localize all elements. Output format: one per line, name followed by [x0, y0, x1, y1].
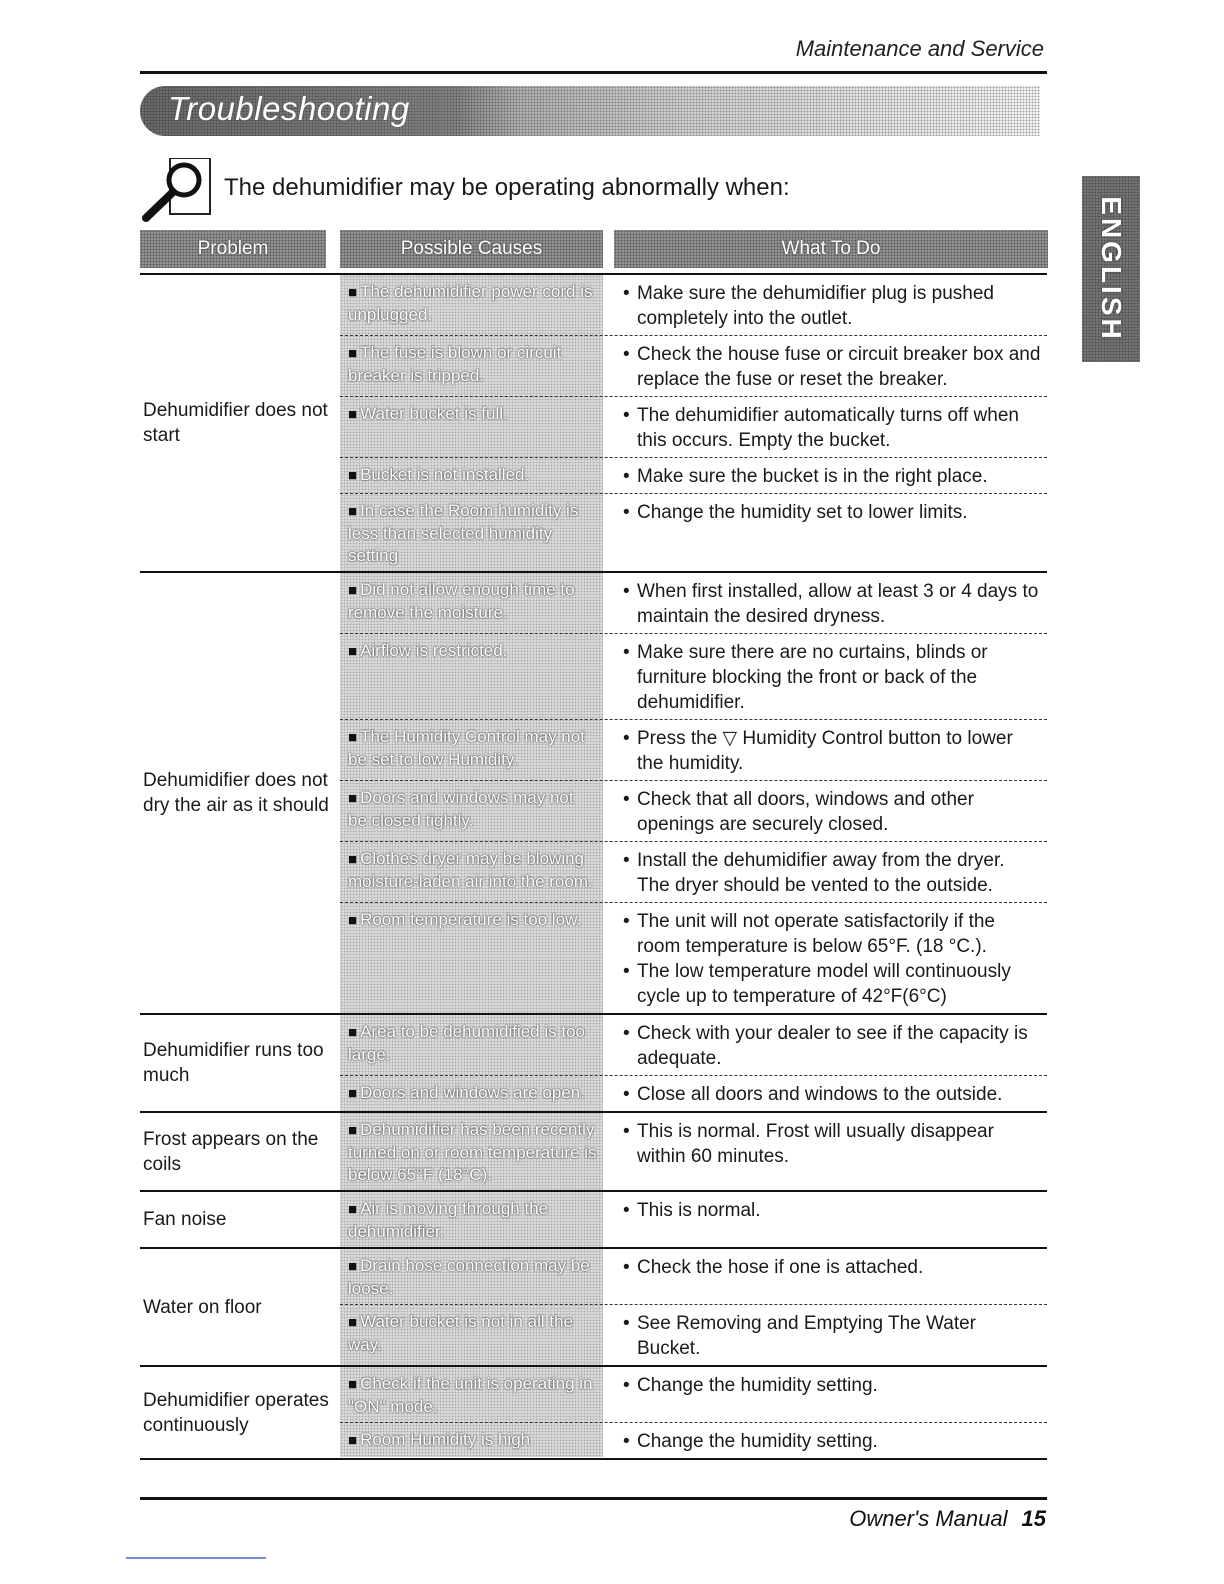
- troubleshooting-table: [140, 275, 1047, 1460]
- page-footer: [849, 1506, 1046, 1532]
- square-bullet-icon: ■: [348, 503, 358, 520]
- square-bullet-icon: ■: [348, 1024, 358, 1041]
- what-to-do: [603, 336, 1047, 396]
- square-bullet-icon: ■: [348, 729, 358, 746]
- square-bullet-icon: ■: [348, 1201, 358, 1218]
- table-row: [340, 336, 1047, 397]
- square-bullet-icon: ■: [348, 582, 358, 599]
- problem-group: [140, 1249, 1047, 1367]
- what-to-do: [603, 1076, 1047, 1111]
- top-rule: [140, 71, 1047, 74]
- what-to-do: [603, 1113, 1047, 1190]
- cause-text: Dehumidifier has been recently turned on or room temperature is below 65°F (18°C).: [348, 1120, 597, 1184]
- possible-cause: [340, 1423, 603, 1458]
- square-bullet-icon: ■: [348, 1432, 358, 1449]
- possible-cause: [340, 1015, 603, 1075]
- remedy-item: • Install the dehumidifier away from the dryer. The dryer should be vented to the outside.: [637, 848, 1041, 898]
- what-to-do: [603, 397, 1047, 457]
- table-row: [340, 458, 1047, 494]
- cause-text: Did not allow enough time to remove the moisture.: [348, 580, 575, 622]
- remedy-item: • The unit will not operate satisfactorily if the room temperature is below 65°F. (18 °C.).: [637, 909, 1041, 959]
- what-to-do: [603, 1249, 1047, 1304]
- remedy-item: • Change the humidity setting.: [637, 1373, 1041, 1398]
- table-row: [340, 634, 1047, 720]
- problem-text: Dehumidifier operates continuously: [143, 1389, 329, 1436]
- cause-text: Area to be dehumidified is too large.: [348, 1022, 585, 1064]
- cause-text: Air is moving through the dehumidifier.: [348, 1199, 549, 1241]
- page-number: 15: [1021, 1506, 1046, 1531]
- problem-text: Dehumidifier does not start: [143, 400, 328, 446]
- problem-group: [140, 275, 1047, 573]
- what-to-do: [603, 842, 1047, 902]
- square-bullet-icon: ■: [348, 851, 358, 868]
- table-row: [340, 1367, 1047, 1423]
- square-bullet-icon: ■: [348, 643, 358, 660]
- possible-cause: [340, 275, 603, 335]
- remedy-item: • Make sure there are no curtains, blinds or furniture blocking the front or back of the dehumidifier.: [637, 640, 1041, 715]
- problem-label: [143, 1015, 333, 1111]
- problem-group: [140, 573, 1047, 1015]
- possible-cause: [340, 573, 603, 633]
- possible-cause: [340, 1249, 603, 1304]
- table-row: [340, 1305, 1047, 1365]
- what-to-do: [603, 720, 1047, 780]
- square-bullet-icon: ■: [348, 1376, 358, 1393]
- footer-manual-title: Owner's Manual: [849, 1506, 1008, 1531]
- square-bullet-icon: ■: [348, 345, 358, 362]
- table-row: [340, 1192, 1047, 1247]
- remedy-item: • See Removing and Emptying The Water Bucket.: [637, 1311, 1041, 1361]
- possible-cause: [340, 903, 603, 1013]
- square-bullet-icon: ■: [348, 1258, 358, 1275]
- cause-text: Doors and windows are open.: [360, 1083, 585, 1102]
- what-to-do: [603, 573, 1047, 633]
- remedy-item: • Make sure the bucket is in the right place.: [637, 464, 1041, 489]
- problem-label: [143, 1192, 333, 1247]
- remedy-item: • Check that all doors, windows and other openings are securely closed.: [637, 787, 1041, 837]
- table-row: [340, 781, 1047, 842]
- what-to-do: [603, 494, 1047, 571]
- cause-text: Check if the unit is operating in "ON" mode.: [348, 1374, 593, 1416]
- possible-cause: [340, 1305, 603, 1365]
- square-bullet-icon: ■: [348, 1122, 358, 1139]
- square-bullet-icon: ■: [348, 467, 358, 484]
- remedy-item: • This is normal. Frost will usually disappear within 60 minutes.: [637, 1119, 1041, 1169]
- square-bullet-icon: ■: [348, 790, 358, 807]
- possible-cause: [340, 720, 603, 780]
- problem-label: [143, 1367, 333, 1458]
- cause-text: The fuse is blown or circuit breaker is tripped.: [348, 343, 562, 385]
- problem-group: [140, 1367, 1047, 1460]
- remedy-item: • Check the house fuse or circuit breaker box and replace the fuse or reset the breaker.: [637, 342, 1041, 392]
- remedy-item: • When first installed, allow at least 3 or 4 days to maintain the desired dryness.: [637, 579, 1041, 629]
- square-bullet-icon: ■: [348, 406, 358, 423]
- remedy-item: • Check with your dealer to see if the capacity is adequate.: [637, 1021, 1041, 1071]
- remedy-item: • Check the hose if one is attached.: [637, 1255, 1041, 1280]
- table-row: [340, 1249, 1047, 1305]
- table-row: [340, 842, 1047, 903]
- language-tab: [1082, 176, 1140, 362]
- table-row: [340, 903, 1047, 1013]
- cause-text: Bucket is not installed.: [360, 465, 530, 484]
- possible-cause: [340, 1367, 603, 1422]
- what-to-do: [603, 458, 1047, 493]
- table-row: [340, 573, 1047, 634]
- bottom-rule: [140, 1497, 1047, 1500]
- table-row: [340, 1113, 1047, 1190]
- intro-text: The dehumidifier may be operating abnormally when:: [224, 174, 790, 201]
- possible-cause: [340, 397, 603, 457]
- column-header-what-to-do: What To Do: [614, 230, 1048, 268]
- remedy-item: • This is normal.: [637, 1198, 1041, 1223]
- what-to-do: [603, 634, 1047, 719]
- what-to-do: [603, 1423, 1047, 1458]
- magnifier-icon: [140, 158, 214, 224]
- problem-group: [140, 1113, 1047, 1192]
- possible-cause: [340, 634, 603, 719]
- possible-cause: [340, 1192, 603, 1247]
- cause-text: Airflow is restricted.: [360, 641, 508, 660]
- problem-label: [143, 275, 333, 571]
- what-to-do: [603, 1015, 1047, 1075]
- table-row: [340, 275, 1047, 336]
- troubleshooting-banner: [140, 86, 1040, 136]
- problem-group: [140, 1015, 1047, 1113]
- cause-text: Water bucket is full.: [360, 404, 508, 423]
- cause-text: The dehumidifier power cord is unplugged.: [348, 282, 593, 324]
- square-bullet-icon: ■: [348, 912, 358, 929]
- remedy-item: • Press the ▽ Humidity Control button to lower the humidity.: [637, 726, 1041, 776]
- what-to-do: [603, 1367, 1047, 1422]
- cause-text: Clothes dryer may be blowing moisture-laden air into the room.: [348, 849, 593, 891]
- what-to-do: [603, 781, 1047, 841]
- problem-text: Dehumidifier runs too much: [143, 1040, 324, 1086]
- remedy-item: • Make sure the dehumidifier plug is pushed completely into the outlet.: [637, 281, 1041, 331]
- possible-cause: [340, 1076, 603, 1111]
- cause-text: Room Humidity is high: [360, 1430, 531, 1449]
- table-row: [340, 720, 1047, 781]
- cause-text: Water bucket is not in all the way.: [348, 1312, 573, 1354]
- cause-text: In case the Room humidity is less than selected humidity setting: [348, 501, 579, 565]
- column-header-causes: Possible Causes: [340, 230, 603, 268]
- section-header: Maintenance and Service: [795, 36, 1044, 61]
- problem-group: [140, 1192, 1047, 1249]
- scan-mark: [126, 1557, 266, 1559]
- remedy-item: • Change the humidity setting.: [637, 1429, 1041, 1454]
- problem-label: [143, 573, 333, 1013]
- remedy-item: • The dehumidifier automatically turns off when this occurs. Empty the bucket.: [637, 403, 1041, 453]
- remedy-item: • Close all doors and windows to the outside.: [637, 1082, 1041, 1107]
- column-header-problem: Problem: [140, 230, 326, 268]
- what-to-do: [603, 1305, 1047, 1365]
- square-bullet-icon: ■: [348, 284, 358, 301]
- what-to-do: [603, 275, 1047, 335]
- table-row: [340, 397, 1047, 458]
- possible-cause: [340, 842, 603, 902]
- language-tab-label: ENGLISH: [1096, 196, 1127, 342]
- problem-text: Fan noise: [143, 1209, 227, 1230]
- cause-text: Room temperature is too low.: [360, 910, 582, 929]
- remedy-item: • The low temperature model will continuously cycle up to temperature of 42°F(6°C): [637, 959, 1041, 1009]
- cause-text: The Humidity Control may not be set to low Humidity.: [348, 727, 585, 769]
- problem-text: Water on floor: [143, 1296, 262, 1318]
- banner-title: Troubleshooting: [168, 90, 410, 127]
- table-row: [340, 1015, 1047, 1076]
- square-bullet-icon: ■: [348, 1085, 358, 1102]
- cause-text: Drain hose connection may be loose.: [348, 1256, 590, 1298]
- possible-cause: [340, 458, 603, 493]
- cause-text: Doors and windows may not be closed tightly.: [348, 788, 574, 830]
- what-to-do: [603, 903, 1047, 1013]
- problem-label: [143, 1249, 333, 1365]
- problem-text: Dehumidifier does not dry the air as it should: [143, 770, 329, 816]
- problem-text: Frost appears on the coils: [143, 1128, 319, 1175]
- possible-cause: [340, 494, 603, 571]
- possible-cause: [340, 336, 603, 396]
- problem-label: [143, 1113, 333, 1190]
- table-row: [340, 1423, 1047, 1458]
- square-bullet-icon: ■: [348, 1314, 358, 1331]
- what-to-do: [603, 1192, 1047, 1247]
- table-row: [340, 1076, 1047, 1111]
- table-row: [340, 494, 1047, 571]
- possible-cause: [340, 1113, 603, 1190]
- remedy-item: • Change the humidity set to lower limits.: [637, 500, 1041, 525]
- possible-cause: [340, 781, 603, 841]
